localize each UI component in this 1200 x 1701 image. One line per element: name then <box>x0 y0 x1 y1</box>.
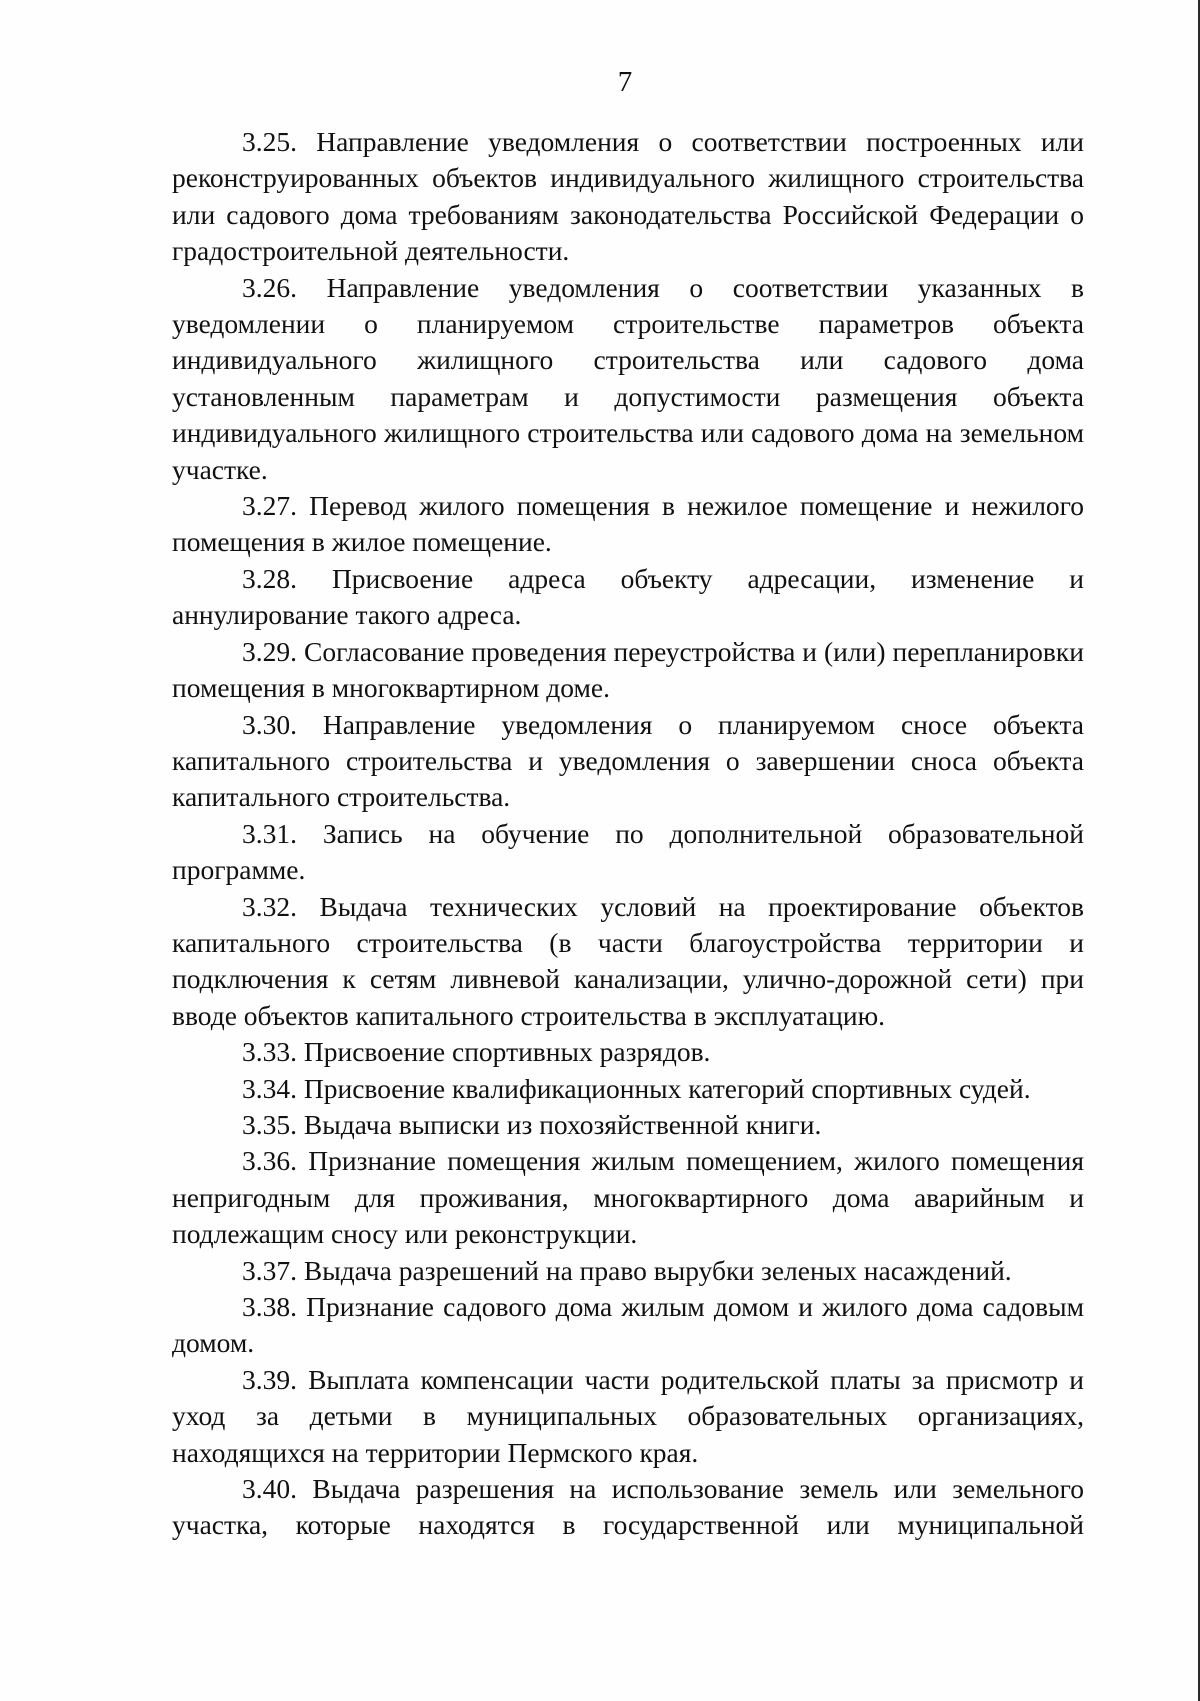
item-text: Выдача разрешения на использование земель или земельного участка, которые находятся в государственной или муниципальной <box>172 1473 1084 1541</box>
list-item-3-39 <box>172 1362 1084 1471</box>
services-list <box>172 124 1084 1544</box>
item-number: 3.27. <box>242 490 297 522</box>
item-number: 3.35. <box>242 1108 297 1140</box>
item-number: 3.26. <box>242 271 297 303</box>
item-number: 3.31. <box>242 817 297 849</box>
item-text: Присвоение спортивных разрядов. <box>303 1036 711 1068</box>
list-item-3-29 <box>172 634 1084 707</box>
list-item-3-38 <box>172 1289 1084 1362</box>
item-number: 3.32. <box>242 890 297 922</box>
item-text: Присвоение квалификационных категорий спортивных судей. <box>303 1072 1031 1104</box>
item-text: Запись на обучение по дополнительной образовательной программе. <box>172 817 1084 886</box>
page-number: 7 <box>617 66 633 98</box>
item-number: 3.34. <box>242 1072 297 1104</box>
item-number: 3.39. <box>242 1363 297 1395</box>
list-item-3-35 <box>172 1107 1084 1143</box>
item-number: 3.33. <box>242 1036 297 1068</box>
list-item-3-28 <box>172 561 1084 634</box>
list-item-3-31 <box>172 816 1084 889</box>
item-number: 3.40. <box>242 1473 297 1505</box>
item-number: 3.28. <box>242 562 297 594</box>
list-item-3-33 <box>172 1034 1084 1070</box>
list-item-3-25 <box>172 124 1084 270</box>
list-item-3-34 <box>172 1071 1084 1107</box>
item-text: Согласование проведения переустройства и (или) перепланировки помещения в многоквартирном доме. <box>172 635 1084 704</box>
list-item-3-26 <box>172 270 1084 488</box>
item-text: Направление уведомления о планируемом сносе объекта капитального строительства и уведомления о завершении сноса объекта капитального строительства. <box>172 708 1084 813</box>
item-number: 3.38. <box>242 1291 297 1322</box>
list-item-3-40 <box>172 1471 1084 1544</box>
item-number: 3.29. <box>242 635 297 667</box>
list-item-3-32 <box>172 889 1084 1035</box>
list-item-3-27 <box>172 488 1084 561</box>
item-text: Признание помещения жилым помещением, жилого помещения непригодным для проживания, многоквартирного дома аварийным и подлежащим сносу или реконструкции. <box>172 1145 1084 1250</box>
item-text: Направление уведомления о соответствии построенных или реконструированных объектов индивидуального жилищного строительства или садового дома требованиям законодательства Российской Федерации о градостроительной деятельности. <box>172 126 1084 267</box>
list-item-3-30 <box>172 707 1084 816</box>
list-item-3-36 <box>172 1143 1084 1252</box>
item-text: Выдача выписки из похозяйственной книги. <box>303 1108 822 1140</box>
item-text: Выдача разрешений на право вырубки зеленых насаждений. <box>303 1254 1012 1286</box>
item-number: 3.37. <box>242 1254 297 1286</box>
item-text: Признание садового дома жилым домом и жилого дома садовым домом. <box>172 1291 1084 1359</box>
item-number: 3.36. <box>242 1145 297 1177</box>
item-text: Выдача технических условий на проектирование объектов капитального строительства (в части благоустройства территории и подключения к сетям ливневой канализации, улично-дорожной сети) при вводе объектов капитального строительства в эксплуатацию. <box>172 890 1084 1031</box>
list-item-3-37 <box>172 1253 1084 1289</box>
item-text: Направление уведомления о соответствии указанных в уведомлении о планируемом строительстве параметров объекта индивидуального жилищного строительства или садового дома установленным параметрам и допустимости размещения объекта индивидуального жилищного строительства или садового дома на земельном участке. <box>172 271 1084 485</box>
item-text: Перевод жилого помещения в нежилое помещение и нежилого помещения в жилое помещение. <box>172 490 1085 558</box>
item-text: Выплата компенсации части родительской платы за присмотр и уход за детьми в муниципальных образовательных организациях, находящихся на территории Пермского края. <box>172 1363 1084 1468</box>
item-number: 3.25. <box>242 126 297 157</box>
item-number: 3.30. <box>242 708 297 740</box>
item-text: Присвоение адреса объекту адресации, изменение и аннулирование такого адреса. <box>172 562 1085 631</box>
